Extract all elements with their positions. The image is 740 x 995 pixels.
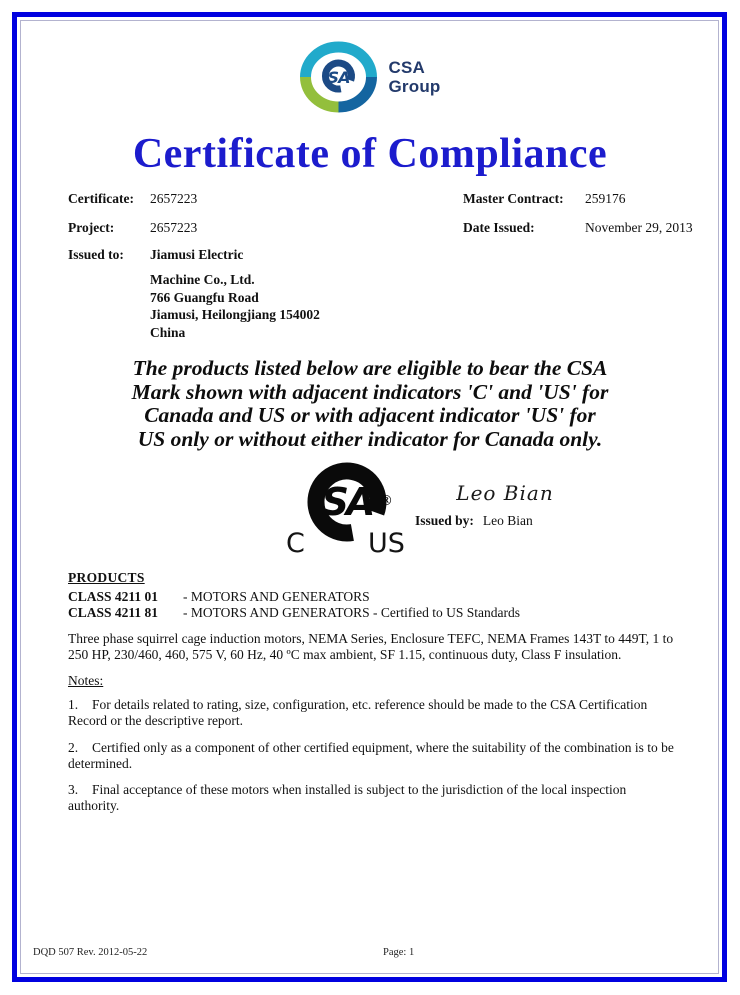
logo-line1: CSA xyxy=(388,58,425,77)
logo-line2: Group xyxy=(388,77,441,96)
address-line: Machine Co., Ltd. xyxy=(150,272,255,287)
statement-line: Mark shown with adjacent indicators 'C' and 'US' for xyxy=(131,379,609,404)
eligibility-statement xyxy=(0,357,740,451)
certificate-value: 2657223 xyxy=(150,191,198,206)
issued-by-value: Leo Bian xyxy=(482,513,533,528)
statement-line: US only or without either indicator for Canada only. xyxy=(137,426,603,451)
address-line: 766 Guangfu Road xyxy=(150,289,259,305)
csa-cus-mark-icon xyxy=(283,460,413,560)
address-line: Jiamusi, Heilongjiang 154002 xyxy=(150,307,320,322)
note-number: 2. xyxy=(68,740,79,755)
page-number: Page: 1 xyxy=(383,947,415,958)
registered-symbol: ® xyxy=(379,493,393,509)
master-contract-label: Master Contract: xyxy=(463,191,564,206)
svg-text:SA: SA xyxy=(321,480,373,524)
document-reference: DQD 507 Rev. 2012-05-22 xyxy=(33,947,148,958)
svg-text:SA: SA xyxy=(327,68,350,87)
project-label: Project: xyxy=(68,220,115,235)
us-indicator: US xyxy=(368,528,405,559)
note-item xyxy=(68,782,674,814)
note-number: 1. xyxy=(68,697,79,712)
class-description: - MOTORS AND GENERATORS - Certified to US Standards xyxy=(183,605,521,620)
csa-group-wordmark xyxy=(389,58,441,96)
page-title: Certificate of Compliance xyxy=(132,131,608,177)
class-description: - MOTORS AND GENERATORS xyxy=(183,589,370,604)
issued-to-address xyxy=(150,271,320,341)
product-class-row xyxy=(68,605,520,621)
note-item xyxy=(68,740,674,772)
note-number: 3. xyxy=(68,782,79,797)
note-text: Final acceptance of these motors when installed is subject to the jurisdiction of the local inspection authority. xyxy=(68,782,627,813)
date-issued-label: Date Issued: xyxy=(463,220,535,235)
statement-line: The products listed below are eligible to bear the CSA xyxy=(132,356,608,380)
date-issued-value: November 29, 2013 xyxy=(585,220,693,235)
issued-by-row xyxy=(415,513,533,529)
class-code: CLASS 4211 01 xyxy=(68,589,159,604)
issued-to-name: Jiamusi Electric xyxy=(150,247,244,262)
notes-heading: Notes: xyxy=(68,673,104,688)
class-code: CLASS 4211 81 xyxy=(68,605,159,620)
product-class-row xyxy=(68,589,370,605)
issued-by-label: Issued by: xyxy=(415,513,474,528)
note-item xyxy=(68,697,674,729)
note-text: For details related to rating, size, configuration, etc. reference should be made to the CSA Certification Record or the descriptive report. xyxy=(68,697,648,728)
issued-to-label: Issued to: xyxy=(68,247,124,262)
master-contract-value: 259176 xyxy=(585,191,626,206)
signature-script: Leo Bian xyxy=(456,481,554,505)
canada-indicator: C xyxy=(286,528,305,559)
product-description: Three phase squirrel cage induction motors, NEMA Series, Enclosure TEFC, NEMA Frames 143T to 449T, 1 to 250 HP, 230/460, 460, 575 V, 60 Hz, 40 ºC max ambient, SF 1.15, continuous duty, Class F insulation. xyxy=(68,631,674,662)
project-value: 2657223 xyxy=(150,220,198,235)
address-line: China xyxy=(150,324,186,340)
products-heading: PRODUCTS xyxy=(68,570,145,585)
statement-line: Canada and US or with adjacent indicator 'US' for xyxy=(144,403,596,427)
note-text: Certified only as a component of other certified equipment, where the suitability of the combination is to be determined. xyxy=(68,740,674,771)
certificate-label: Certificate: xyxy=(68,191,134,206)
csa-globe-icon xyxy=(300,40,378,114)
csa-group-logo xyxy=(300,40,441,114)
